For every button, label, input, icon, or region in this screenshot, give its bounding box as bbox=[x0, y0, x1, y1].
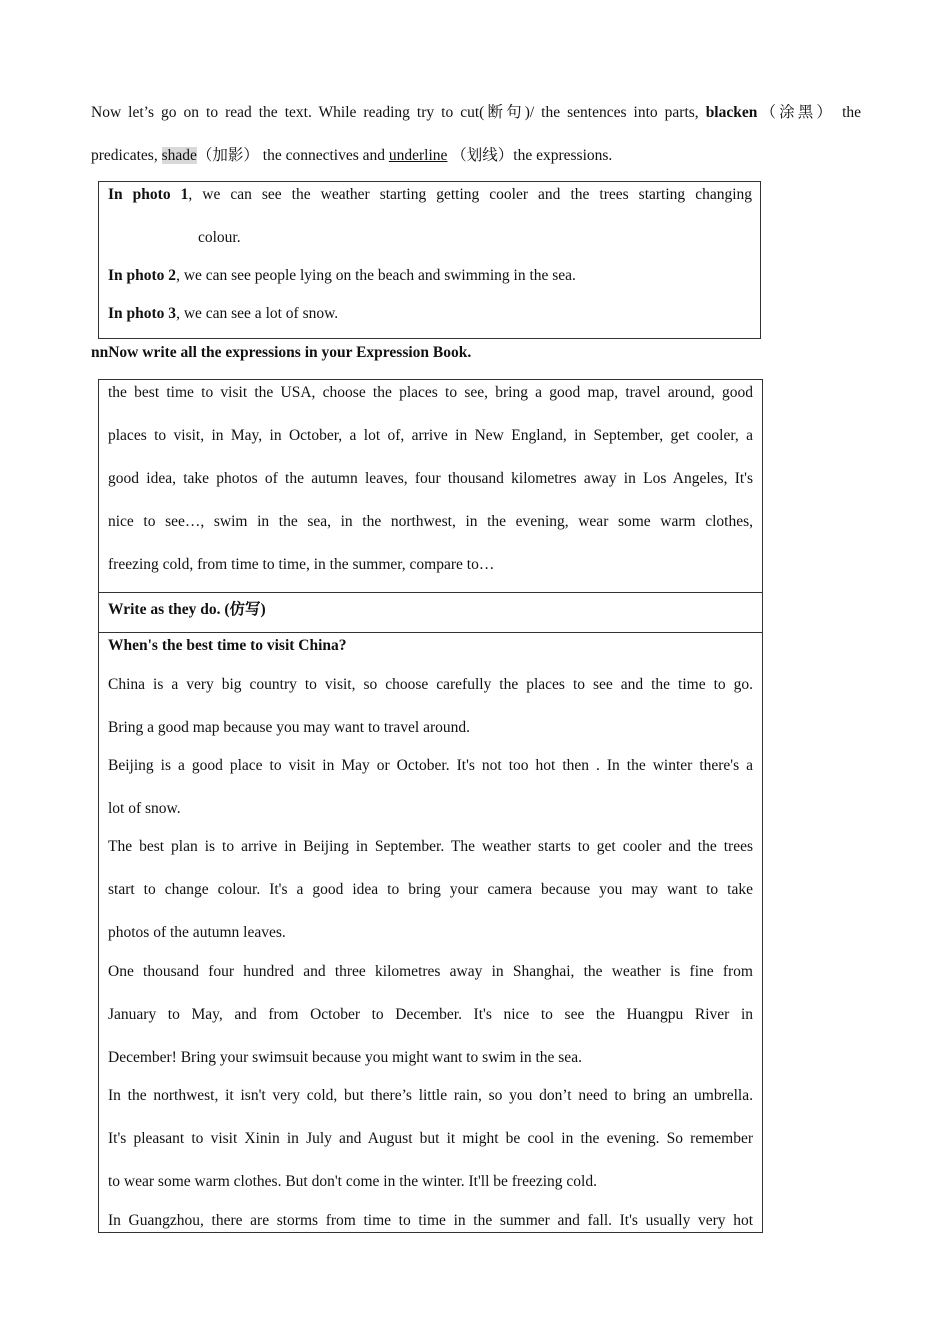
china-line: It's pleasant to visit Xinin in July and August but it might be cool in the evening. So remember bbox=[108, 1130, 753, 1147]
shade-word: shade bbox=[161, 147, 197, 164]
underline-note: （划线）the expressions. bbox=[451, 147, 613, 164]
photo-1-line bbox=[108, 184, 752, 206]
instruction-text: Now let’s go on to read the text. While reading try to cut(断句)/ the sentences into parts, bbox=[91, 104, 699, 121]
photo-3-line bbox=[108, 303, 752, 325]
expressions-cell bbox=[99, 380, 762, 592]
instruction-line-2 bbox=[91, 134, 861, 177]
expression-line: the best time to visit the USA, choose the places to see, bring a good map, travel around, good bbox=[108, 384, 753, 401]
china-line: photos of the autumn leaves. bbox=[108, 924, 286, 941]
china-line: In Guangzhou, there are storms from time to time in the summer and fall. It's usually very hot bbox=[108, 1212, 753, 1229]
china-line: lot of snow. bbox=[108, 800, 181, 817]
instruction-text-end: the bbox=[842, 104, 862, 121]
china-line: January to May, and from October to December. It's nice to see the Huangpu River in bbox=[108, 1006, 753, 1023]
china-line: Bring a good map because you may want to travel around. bbox=[108, 719, 470, 736]
china-line: December! Bring your swimsuit because you might want to swim in the sea. bbox=[108, 1049, 582, 1066]
expressions-table bbox=[98, 379, 763, 1233]
photo-2-line bbox=[108, 265, 752, 287]
china-line: start to change colour. It's a good idea to bring your camera because you may want to take bbox=[108, 881, 753, 898]
china-line: to wear some warm clothes. But don't come in the winter. It'll be freezing cold. bbox=[108, 1173, 597, 1190]
china-line: One thousand four hundred and three kilometres away in Shanghai, the weather is fine from bbox=[108, 963, 753, 980]
photo-1-label: In photo 1 bbox=[108, 186, 189, 203]
photo-description-box bbox=[98, 181, 761, 339]
expression-line: freezing cold, from time to time, in the summer, compare to… bbox=[108, 556, 495, 573]
write-heading-cell bbox=[99, 592, 762, 633]
china-line: In the northwest, it isn't very cold, but there’s little rain, so you don’t need to bring an umbrella. bbox=[108, 1087, 753, 1104]
expression-book-heading: nnNow write all the expressions in your Expression Book. bbox=[91, 344, 472, 361]
instruction-text: predicates, bbox=[91, 147, 158, 164]
blacken-note: （涂黑） bbox=[757, 104, 836, 121]
photo-2-label: In photo 2 bbox=[108, 267, 177, 284]
photo-2-text: , we can see people lying on the beach and swimming in the sea. bbox=[176, 267, 576, 284]
china-line: Beijing is a good place to visit in May or October. It's not too hot then . In the winter there's a bbox=[108, 757, 753, 774]
china-line: China is a very big country to visit, so choose carefully the places to see and the time to go. bbox=[108, 676, 753, 693]
china-line: The best plan is to arrive in Beijing in September. The weather starts to get cooler and the trees bbox=[108, 838, 753, 855]
instruction-paragraph bbox=[91, 91, 861, 177]
china-title: When's the best time to visit China? bbox=[108, 637, 347, 654]
photo-3-text: , we can see a lot of snow. bbox=[176, 305, 339, 322]
photo-3-label: In photo 3 bbox=[108, 305, 177, 322]
instruction-text: the connectives and bbox=[262, 147, 385, 164]
photo-1-continuation: colour. bbox=[198, 229, 241, 246]
instruction-line-1 bbox=[91, 91, 861, 134]
expression-line: places to visit, in May, in October, a lot of, arrive in New England, in September, get cooler, a bbox=[108, 427, 753, 444]
photo-1-text: , we can see the weather starting getting cooler and the trees starting changing bbox=[188, 186, 753, 203]
expression-line: good idea, take photos of the autumn leaves, four thousand kilometres away in Los Angeles, It's bbox=[108, 470, 753, 487]
shade-note: （加影） bbox=[196, 147, 259, 164]
expression-line: nice to see…, swim in the sea, in the northwest, in the evening, wear some warm clothes, bbox=[108, 513, 753, 530]
underline-word: underline bbox=[388, 147, 448, 164]
write-heading: Write as they do. (仿写) bbox=[108, 601, 266, 618]
blacken-word: blacken bbox=[705, 104, 758, 121]
china-text-cell bbox=[99, 632, 762, 1233]
